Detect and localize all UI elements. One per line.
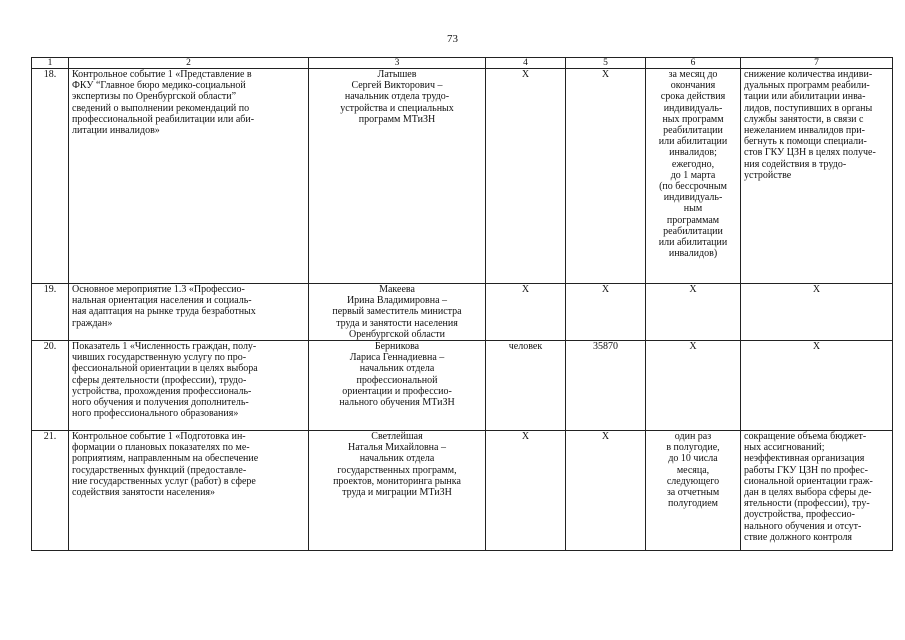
row-responsible: Макеева Ирина Владимировна – первый заместитель министра труда и занятости населения Оренбургской области bbox=[332, 284, 462, 340]
table-row bbox=[32, 431, 893, 551]
row-value: 35870 bbox=[593, 341, 618, 353]
measures-table bbox=[31, 57, 893, 551]
row-risks: X bbox=[812, 341, 821, 353]
row-description: Основное мероприятие 1.3 «Профессио- нальная ориентация населения и социаль- ная адаптация на рынке труда безработных граждан» bbox=[72, 284, 256, 329]
row-unit: X bbox=[521, 69, 530, 80]
row-risks: снижение количества индиви- дуальных программ реабили- тации или абилитации инва- лидов, поступивших в органы службы занятости, в связи с нежеланием инвалидов при- бегнуть к помощи специали- стов ГКУ ЦЗН в целях получе- ния содействия в трудо- устройстве bbox=[744, 69, 876, 181]
column-header: 2 bbox=[69, 58, 309, 69]
row-unit: X bbox=[521, 431, 530, 443]
row-number: 18. bbox=[43, 69, 57, 80]
row-value: X bbox=[601, 431, 610, 443]
row-unit: X bbox=[521, 284, 530, 295]
row-responsible: Светлейшая Наталья Михайловна – начальник отдела государственных программ, проектов, мониторинга рынка труда и миграции МТиЗН bbox=[333, 431, 461, 499]
row-number: 20. bbox=[43, 341, 57, 353]
page-number: 73 bbox=[447, 33, 458, 45]
row-unit: человек bbox=[508, 341, 543, 353]
row-responsible: Латышев Сергей Викторович – начальник отдела трудо- устройства и специальных программ МТиЗН bbox=[340, 69, 454, 125]
column-header: 7 bbox=[741, 58, 893, 69]
row-number: 21. bbox=[43, 431, 57, 443]
row-deadline: X bbox=[689, 284, 697, 295]
table-row bbox=[32, 69, 893, 284]
row-description: Контрольное событие 1 «Представление в ФКУ “Главное бюро медико-социальной экспертизы по Оренбургской области” сведений о выполнении рекомендаций по профессиональной реабилитации или аби- литации инвалидов» bbox=[72, 69, 255, 137]
column-number-row bbox=[32, 58, 893, 69]
table-row bbox=[32, 341, 893, 431]
table-row bbox=[32, 284, 893, 341]
column-header: 4 bbox=[486, 58, 566, 69]
row-responsible: Берникова Лариса Геннадиевна – начальник отдела профессиональной ориентации и профессио- нального обучения МТиЗН bbox=[339, 341, 455, 409]
row-description: Контрольное событие 1 «Подготовка ин- формации о плановых показателях по ме- роприятиям, направленным на обеспечение государственных функций (предоставле- ние государственных услуг (работ) в сфере содействия занятости населения» bbox=[72, 431, 259, 499]
row-risks: сокращение объема бюджет- ных ассигнований; неэффективная организация работы ГКУ ЦЗН по профес- сиональной ориентации граж- дан в целях выбора сферы де- ятельности (профессии), тру- доустройства, профессио- нального обучения и отсут- ствие должного контроля bbox=[744, 431, 873, 543]
row-deadline: X bbox=[689, 341, 697, 353]
column-header: 1 bbox=[32, 58, 69, 69]
column-header: 3 bbox=[309, 58, 486, 69]
row-risks: X bbox=[812, 284, 821, 295]
row-deadline: один раз в полугодие, до 10 числа месяца, следующего за отчетным полугодием bbox=[666, 431, 720, 510]
column-header: 5 bbox=[566, 58, 646, 69]
row-description: Показатель 1 «Численность граждан, полу- чивших государственную услугу по про- фессиональной ориентации в целях выбора сферы деятельности (профессии), трудо- устройства, прохождения профессиональ- ного обучения и получения дополнитель- ного профессионального образования» bbox=[72, 341, 258, 420]
row-deadline: за месяц до окончания срока действия индивидуаль- ных программ реабилитации или абилитации инвалидов; ежегодно, до 1 марта (по бессрочным индивидуаль- ным программам реабилитации или абилитации инвалидов) bbox=[658, 69, 728, 260]
row-value: X bbox=[601, 284, 610, 295]
column-header: 6 bbox=[646, 58, 741, 69]
row-number: 19. bbox=[43, 284, 57, 295]
row-value: X bbox=[601, 69, 610, 80]
